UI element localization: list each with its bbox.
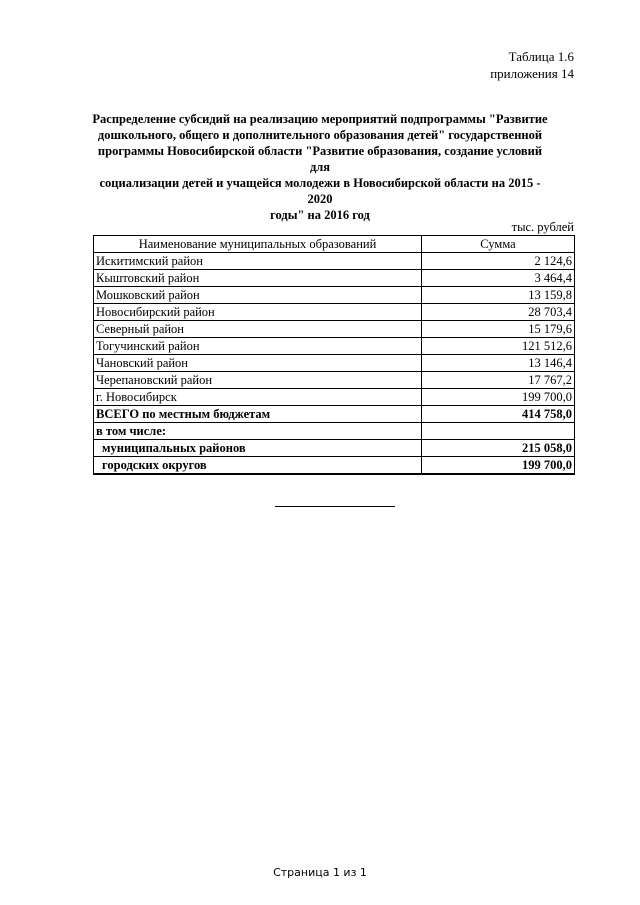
row-name: Искитимский район: [94, 253, 422, 270]
municipal-row: [94, 440, 575, 457]
row-sum: 3 464,4: [422, 270, 575, 287]
table-row: [94, 287, 575, 304]
urban-row: [94, 457, 575, 475]
row-name: Северный район: [94, 321, 422, 338]
municipal-label: муниципальных районов: [94, 440, 422, 457]
subsidy-table: [93, 235, 575, 475]
table-number: Таблица 1.6: [508, 49, 574, 64]
title-line: дошкольного, общего и дополнительного образования детей" государственной: [97, 128, 543, 142]
table-row: [94, 355, 575, 372]
table-reference: [490, 48, 574, 82]
urban-sum: 199 700,0: [422, 457, 575, 475]
row-name: Тогучинский район: [94, 338, 422, 355]
row-name: Новосибирский район: [94, 304, 422, 321]
column-header-sum: Сумма: [422, 236, 575, 253]
title-line: годы" на 2016 год: [270, 208, 370, 222]
page-footer: Страница 1 из 1: [273, 866, 367, 879]
table-row: [94, 270, 575, 287]
urban-label: городских округов: [94, 457, 422, 475]
units-label: тыс. рублей: [511, 220, 574, 234]
row-sum: 13 146,4: [422, 355, 575, 372]
row-name: г. Новосибирск: [94, 389, 422, 406]
separator-line: [275, 506, 395, 507]
row-sum: 199 700,0: [422, 389, 575, 406]
row-sum: 28 703,4: [422, 304, 575, 321]
row-sum: 15 179,6: [422, 321, 575, 338]
table-row: [94, 304, 575, 321]
including-row: [94, 423, 575, 440]
table-row: [94, 338, 575, 355]
row-name: Чановский район: [94, 355, 422, 372]
table-row: [94, 321, 575, 338]
row-sum: 17 767,2: [422, 372, 575, 389]
including-empty-cell: [422, 423, 575, 440]
column-header-name: Наименование муниципальных образований: [94, 236, 422, 253]
table-header-row: [94, 236, 575, 253]
title-line: социализации детей и учащейся молодежи в Новосибирской области на 2015 - 2020: [99, 176, 541, 206]
document-title: [90, 111, 550, 223]
total-row: [94, 406, 575, 423]
title-line: Распределение субсидий на реализацию мероприятий подпрограммы "Развитие: [92, 112, 548, 126]
row-name: Кыштовский район: [94, 270, 422, 287]
total-label: ВСЕГО по местным бюджетам: [94, 406, 422, 423]
row-name: Черепановский район: [94, 372, 422, 389]
including-label: в том числе:: [94, 423, 422, 440]
title-line: программы Новосибирской области "Развитие образования, создание условий для: [97, 144, 543, 174]
table-row: [94, 372, 575, 389]
table-row: [94, 389, 575, 406]
total-sum: 414 758,0: [422, 406, 575, 423]
appendix-number: приложения 14: [490, 66, 574, 81]
table-row: [94, 253, 575, 270]
row-sum: 13 159,8: [422, 287, 575, 304]
municipal-sum: 215 058,0: [422, 440, 575, 457]
row-name: Мошковский район: [94, 287, 422, 304]
row-sum: 2 124,6: [422, 253, 575, 270]
row-sum: 121 512,6: [422, 338, 575, 355]
